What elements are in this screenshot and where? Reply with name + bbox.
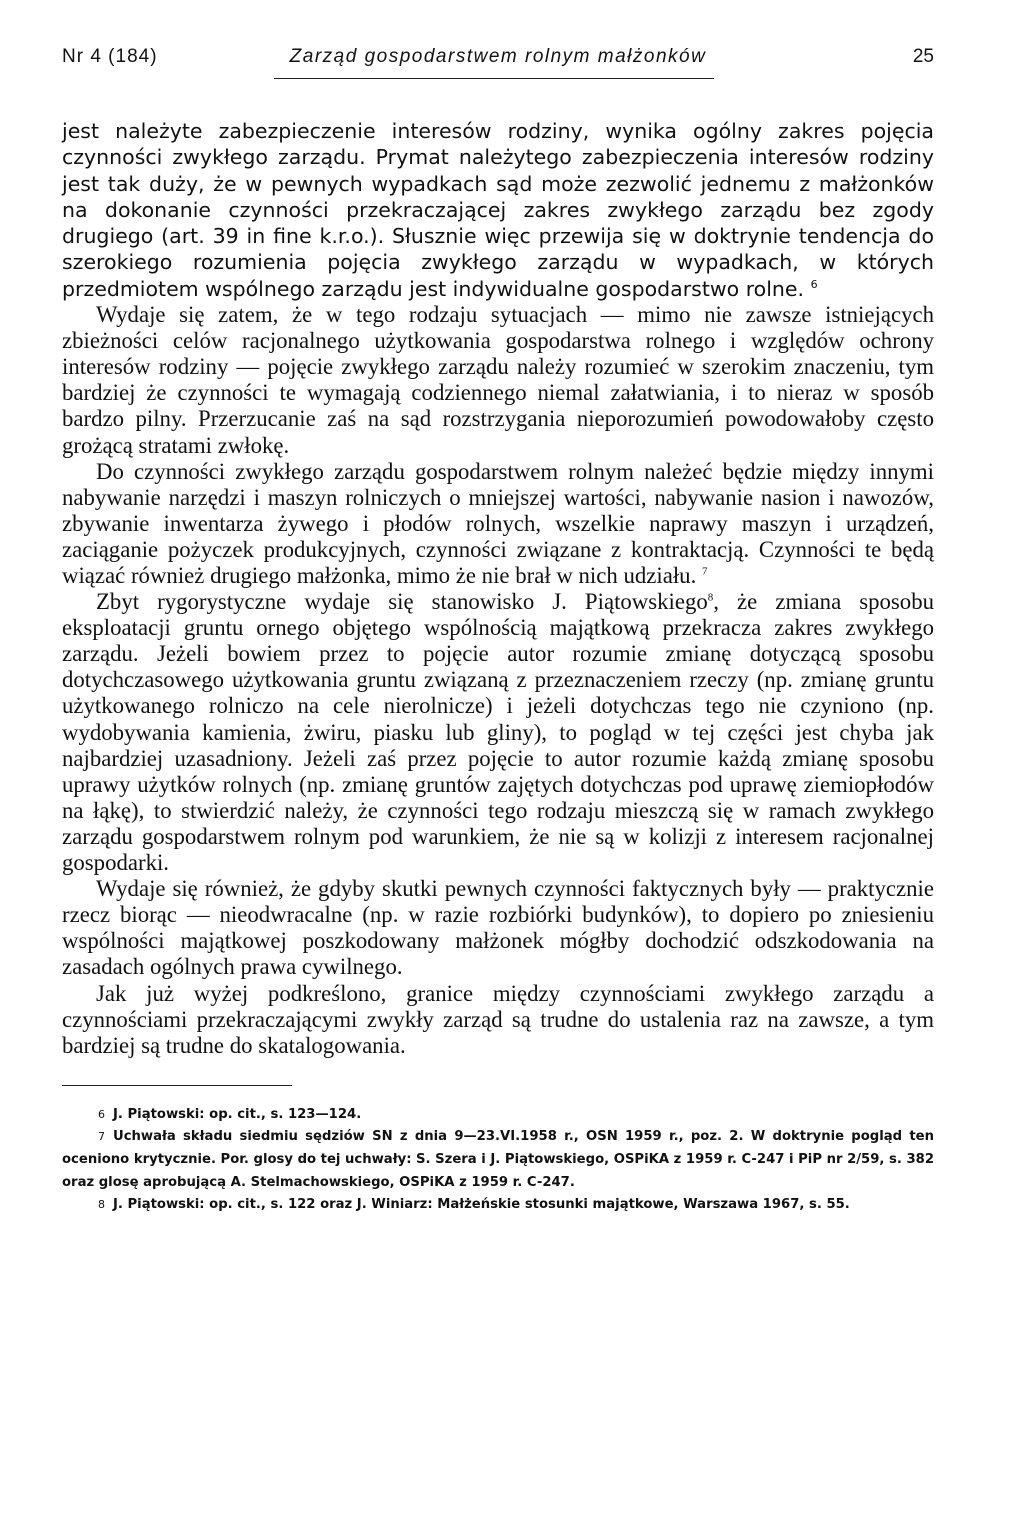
paragraph-3 xyxy=(62,459,934,589)
footnote-separator xyxy=(62,1085,292,1086)
paragraph-4-text-b: , że zmiana sposobu eksploatacji gruntu ornego objętego wspólnością majątkową przekracza zakres zwykłego zarządu. Jeżeli bowiem przez to pojęcie autor rozumie zmianę dotyczącą sposobu dotychczasowego użytkowania gruntu związaną z przeznaczeniem rzeczy (np. zmianę gruntu użytkowanego rolniczo na cele nierolnicze) i jeżeli dotychczas tego nie czyniono (np. wydobywania kamienia, żwiru, piasku lub gliny), to pogląd w tej części jest chyba jak najbardziej uzasadniony. Jeżeli zaś przez pojęcie to autor rozumie każdą zmianę sposobu uprawy użytków rolnych (np. zmianę gruntów zajętych dotychczas pod uprawę ziemiopłodów na łąkę), to stwierdzić należy, że czynności tego rodzaju mieszczą się w ramach zwykłego zarządu gospodarstwem rolnym pod warunkiem, że nie są w kolizji z interesem racjonalnej gospodarki. xyxy=(62,589,934,876)
running-header xyxy=(62,40,934,80)
footnote-7 xyxy=(62,1126,934,1194)
footnote-6-mark: 6 xyxy=(98,1107,105,1121)
paragraph-4-text-a: Zbyt rygorystyczne wydaje się stanowisko J. Piątowskiego xyxy=(96,589,708,615)
paragraph-1-text: jest należyte zabezpieczenie interesów rodziny, wynika ogólny zakres pojęcia czynności zwykłego zarządu. Prymat należytego zabezpieczenia interesów rodziny jest tak duży, że w pewnych wypadkach sąd może zezwolić jednemu z małżonków na dokonanie czynności przekraczającej zakres zwykłego zarządu bez zgody drugiego (art. 39 in fine k.r.o.). Słusznie więc przewija się w doktrynie tendencja do szerokiego rozumienia pojęcia zwykłego zarządu w wypadkach, w których przedmiotem wspólnego zarządu jest indywidualne gospodarstwo rolne. xyxy=(62,119,934,301)
page-number: 25 xyxy=(912,46,934,67)
footnote-ref-8: 8 xyxy=(707,591,714,604)
footnote-8 xyxy=(62,1194,934,1217)
footnote-7-text: Uchwała składu siedmiu sędziów SN z dnia 9—23.VI.1958 r., OSN 1959 r., poz. 2. W doktrynie pogląd ten oceniono krytycznie. Por. glosy do tej uchwały: S. Szera i J. Piątowskiego, OSPiKA z 1959 r. C-247 i PiP nr 2/59, s. 382 oraz glosę aprobującą A. Stelmachowskiego, OSPiKA z 1959 r. C-247. xyxy=(62,1129,934,1190)
issue-number: Nr 4 (184) xyxy=(62,46,158,67)
footnote-8-text: J. Piątowski: op. cit., s. 122 oraz J. Winiarz: Małżeńskie stosunki majątkowe, Warszawa 1967, s. 55. xyxy=(113,1197,850,1213)
paragraph-5: Wydaje się również, że gdyby skutki pewnych czynności faktycznych były — praktycznie rzecz biorąc — nieodwracalne (np. w razie rozbiórki budynków), to dopiero po zniesieniu wspólności majątkowej poszkodowany małżonek mógłby dochodzić odszkodowania na zasadach ogólnych prawa cywilnego. xyxy=(62,876,934,980)
running-title: Zarząd gospodarstwem rolnym małżonków xyxy=(289,46,707,67)
footnotes xyxy=(62,1104,934,1217)
paragraph-1 xyxy=(62,118,934,302)
header-rule xyxy=(274,78,714,79)
footnote-6 xyxy=(62,1104,934,1127)
body-text-serif xyxy=(62,302,934,1059)
document-page xyxy=(62,40,934,1480)
paragraph-3-text: Do czynności zwykłego zarządu gospodarstwem rolnym należeć będzie między innymi nabywanie narzędzi i maszyn rolniczych o mniejszej wartości, nabywanie nasion i nawozów, zbywanie inwentarza żywego i płodów rolnych, wszelkie naprawy maszyn i urządzeń, zaciąganie pożyczek produkcyjnych, czynności związane z kontraktacją. Czynności te będą wiązać również drugiego małżonka, mimo że nie brał w nich udziału. xyxy=(62,458,934,589)
footnote-ref-6: 6 xyxy=(810,277,818,291)
footnote-ref-7: 7 xyxy=(701,565,708,578)
body-text-sans xyxy=(62,118,934,302)
paragraph-4 xyxy=(62,589,934,876)
paragraph-2: Wydaje się zatem, że w tego rodzaju sytuacjach — mimo nie zawsze istniejących zbieżności celów racjonalnego użytkowania gospodarstwa rolnego i względów ochrony interesów rodziny — pojęcie zwykłego zarządu należy rozumieć w szerokim znaczeniu, tym bardziej że czynności te wymagają codziennego niemal załatwiania, i to nieraz w sposób bardzo pilny. Przerzucanie zaś na sąd rozstrzygania nieporozumień powodowałoby często grożącą stratami zwłokę. xyxy=(62,302,934,458)
footnote-6-text: J. Piątowski: op. cit., s. 123—124. xyxy=(113,1106,362,1122)
paragraph-6: Jak już wyżej podkreślono, granice między czynnościami zwykłego zarządu a czynnościami przekraczającymi zwykły zarząd są trudne do ustalenia raz na zawsze, a tym bardziej są trudne do skatalogowania. xyxy=(62,980,934,1058)
footnote-7-mark: 7 xyxy=(98,1130,105,1144)
footnote-8-mark: 8 xyxy=(98,1198,105,1212)
